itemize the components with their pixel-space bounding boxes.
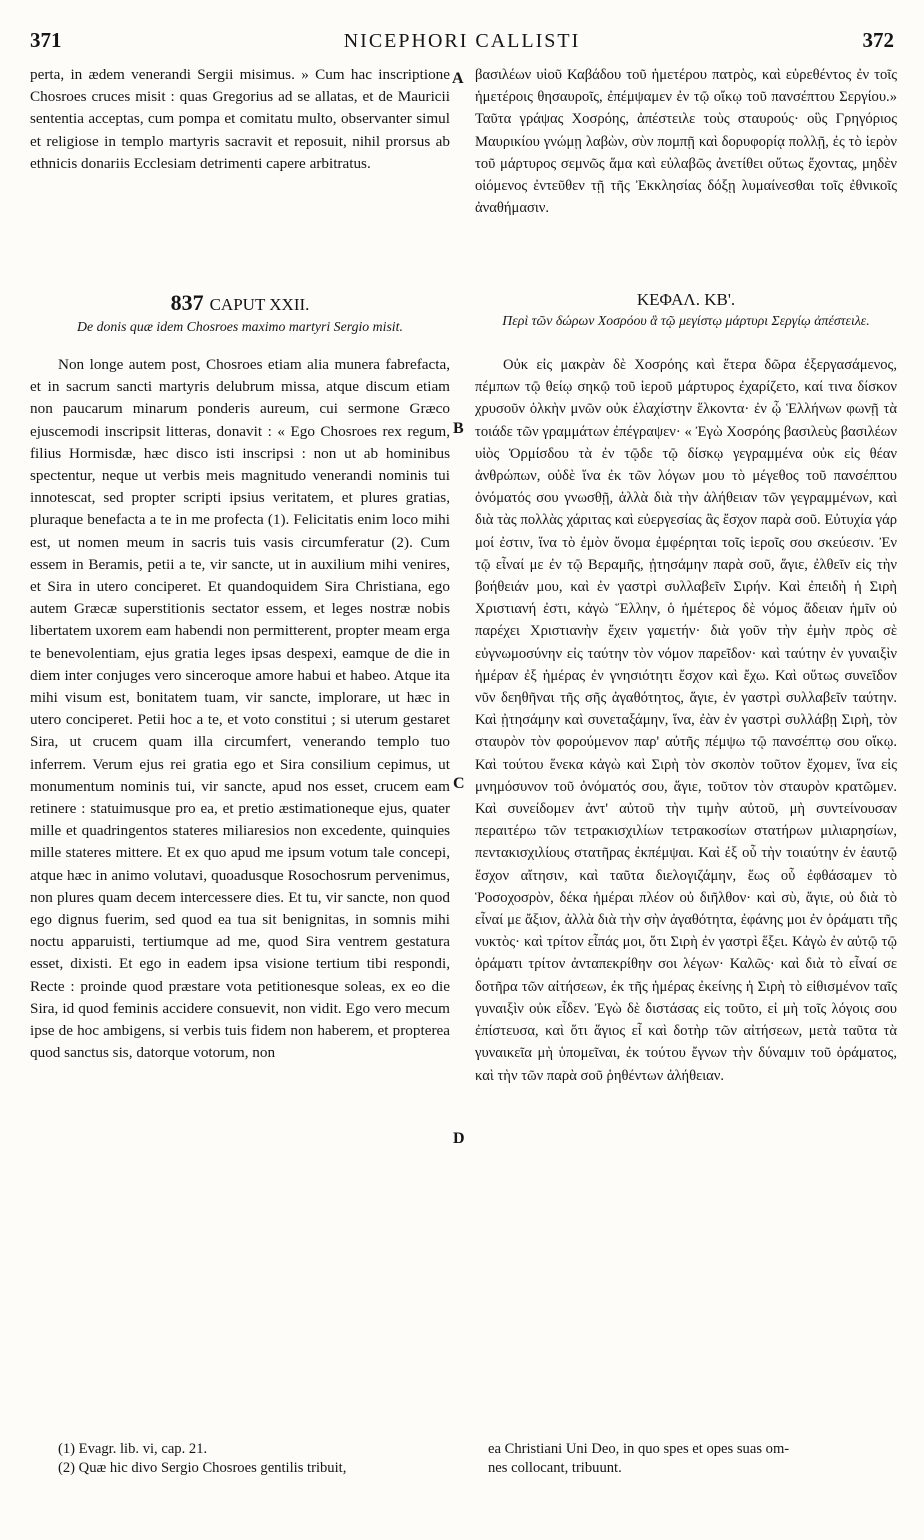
latin-column <box>30 64 450 175</box>
margin-letter-d: D <box>453 1130 465 1147</box>
running-title: NICEPHORI CALLISTI <box>343 30 581 52</box>
chapter-number: 837 <box>170 290 204 315</box>
latin-intro: perta, in ædem venerandi Sergii misimus. » Cum hac inscriptione Chosroes cruces misit : quas Gregorius ad se allatas, et de Mauricii sententia acceptas, cum pompa et comitatu multo, observanter simul et religiose in templo martyris sacravit et reposuit, nihil prorsus ab ethnicis donariis Ecclesiam detrimenti capere arbitratus. <box>30 66 450 172</box>
latin-caput: CAPUT XXII. <box>209 295 310 314</box>
footnote-1: (1) Evagr. lib. vi, cap. 21. <box>58 1441 208 1457</box>
latin-chapter-heading-block <box>30 290 450 335</box>
latin-body-column <box>30 354 450 1065</box>
latin-chapter-heading <box>30 290 450 316</box>
footnote-continuation <box>488 1440 789 1478</box>
greek-intro: βασιλέων υἱοῦ Καβάδου τοῦ ἡμετέρου πατρὸς, καὶ εὑρεθέντος ἐν τοῖς ἡμετέροις θησαυροῖς, ἐπέμψαμεν ἐν τῷ οἴκῳ τοῦ πανσέπτου Σεργίου.» Ταῦτα γράψας Χοσρόης, ἀπέστειλε τοὺς σταυρούς· οὓς Γρηγόριος Μαυρικίου γνώμῃ λαβὼν, σὺν πομπῇ καὶ δορυφορίᾳ πολλῇ, ἐς τὸ ἱερὸν τοῦ μάρτυρος σεμνῶς ἅμα καὶ εὐλαβῶς ἀνετίθει οὕτως ἔχοντας, μηδὲν οἰόμενος ἐντεῦθεν τῇ τῆς Ἐκκλησίας δόξῃ λυμαίνεσθαι τοῖς ἐθνικοῖς ἀναθήμασιν. <box>475 67 897 217</box>
latin-chapter-title: De donis quæ idem Chosroes maximo martyri Sergio misit. <box>77 319 403 334</box>
page-number-right: 372 <box>862 28 894 52</box>
greek-chapter-title: Περὶ τῶν δώρων Χοσρόου ἃ τῷ μεγίστῳ μάρτυρι Σεργίῳ ἀπέστειλε. <box>502 313 870 328</box>
greek-chapter-heading-block <box>475 290 897 329</box>
greek-body-column <box>475 354 897 1087</box>
footnotes <box>58 1440 346 1478</box>
margin-letter-c: C <box>453 775 465 792</box>
footnote-continuation-line-2: nes collocant, tribuunt. <box>488 1460 622 1476</box>
latin-body: Non longe autem post, Chosroes etiam alia munera fabrefacta, et in sacrum sancti martyris delubrum missa, atque discum etiam non paucarum minarum ponderis aureum, cui sermone Græco ejuscemodi inscripsit litteras, donavit : « Ego Chosroes rex regum, filius Hormisdæ, hæc disco isti inscripsi : non ut ab hominibus spectentur, neque ut verbis meis magnitudo venerandi nominis tui innotescat, sed propter scripti ipsius veritatem, et plures gratias, pluraque benefacta a te in me profecta (1). Felicitatis enim loco mihi est, ut nomen meum in sacris tuis vasis circumferatur (2). Cum essem in Beramis, petii a te, vir sancte, ut in auxilium mihi venires, et Sira in utero conciperet. Et quandoquidem Sira Christiana, ego autem Græcæ superstitionis sectator essem, et leges nostræ nobis libertatem uxorem eam habendi non permitterent, propter meam erga te benevolentiam, ejus gratia leges ipsas despexi, eamque de die in diem inter conjuges vero sinceroque amore habui et habeo. Atque ita mihi visum est, bonitatem tuam, vir sancte, implorare, ut hæc in utero conciperet. Petii hoc a te, et voto constitui ; si uterum gestaret Sira, ut crucem quam illa circumfert, venerando templo tuo inferrem. Verum ejus rei gratia ego et Sira consilium cepimus, ut monumentum nominis tui, vir sancte, apud nos esset, crucem eam retinere : statuimusque pro ea, et pretio æstimationeque ejus, quater mille et quadringentos stateres miliaresios non excedente, quinquies mille stateres mittere. Et ex quo apud me ipsum votum tale concepi, atque hæc in animo volutavi, quoadusque Rosochosrum pervenimus, non plures quam decem intercessere dies. Et tu, vir sancte, non quod ego dignus fuerim, sed quod ea tua sit benignitas, in somnis mihi noctu apparuisti, tertiumque ad me, quod Sira ventrem gestatura esset, dixisti. Et ego in eadem ipsa visione tertium tibi respondi, Recte : proinde quod præstare vota petitionesque soleas, ex eo die Sira, id quod feminis accidere consuevit, non vidit. Ego vero mecum ipse de hoc ambigens, si verbis tuis fidem non haberem, et propterea quod sanctus sis, datorque votorum, non <box>30 356 450 1062</box>
page-number-left: 371 <box>30 28 62 52</box>
greek-column <box>475 64 897 219</box>
margin-letter-a: A <box>452 70 464 87</box>
greek-chapter-heading: ΚΕΦΑΛ. ΚΒ'. <box>636 290 736 309</box>
footnote-continuation-line-1: ea Christiani Uni Deo, in quo spes et opes suas om- <box>488 1441 790 1457</box>
margin-letter-b: B <box>453 420 464 437</box>
page-header <box>0 28 924 64</box>
greek-body: Οὐκ εἰς μακρὰν δὲ Χοσρόης καὶ ἕτερα δῶρα ἐξεργασάμενος, πέμπων τῷ θείῳ σηκῷ τοῦ ἱεροῦ μάρτυρος ἐχαρίζετο, καί τινα δίσκον χρυσοῦν ὁλκὴν μνῶν οὐκ ἐλαχίστην ἕλκοντα· ἐν ᾧ Ἑλλήνων φωνῇ τὰ τοιάδε τῶν γραμμάτων ἐπέγραψεν· « Ἐγὼ Χοσρόης βασιλεὺς βασιλέων υἱὸς Ὁρμίσδου τὰ ἐν τῷδε τῷ δίσκῳ γεγραμμένα οὐκ εἰς θέαν ἀνθρώπων, οὐδὲ ἵνα ἐκ τῶν λόγων μου τὸ μέγεθος τοῦ πανσέπτου ὀνόματός σου γνωσθῇ, ἀλλὰ διὰ τὴν ἀλήθειαν τῶν γεγραμμένων, καὶ διὰ τὰς πολλὰς χάριτας καὶ εὐεργεσίας ἃς ἔσχον παρὰ σοῦ. Εὐτυχία γάρ μοί ἐστιν, ἵνα τὸ ἐμὸν ὄνομα ἐμφέρηται τοῖς ἱεροῖς σου σκεύεσιν. Ἐν τῷ εἶναί με ἐν τῷ Βεραμῆς, ᾐτησάμην παρὰ σοῦ, ἅγιε, ἐλθεῖν εἰς τὴν βοήθειάν μου, καὶ ἐν γαστρὶ συλλαβεῖν Σιρήν. Καὶ ἐπειδὴ ἡ Σιρὴ Χριστιανή ἐστι, κἀγὼ Ἕλλην, ὁ ἡμέτερος δὲ νόμος ἄδειαν ἡμῖν οὐ παρέχει Χριστιανὴν ἔχειν γαμετήν· διὰ γοῦν τὴν ἐμὴν πρὸς σὲ εὐγνωμοσύνην εἰς ταύτην τὸν νόμον παρεῖδον· καὶ ταύτην ἐν γυναιξὶν ἡμέραν ἐξ ἡμέρας ἐν γνησιότητι ἔσχον καὶ ἔχω. Καὶ οὕτως συνεῖδον νῦν δεηθῆναι τῆς σῆς ἀγαθότητος, ἅγιε, ἐν γαστρὶ συλλαβεῖν ταύτην. Καὶ ᾐτησάμην καὶ συνεταξάμην, ἵνα, ἐὰν ἐν γαστρὶ συλλάβῃ Σιρὴ, τὸν σταυρὸν τὸν φορούμενον παρ' αὐτῆς πέμψω τῷ πανσέπτῳ σου οἴκῳ. Καὶ τούτου ἕνεκα κἀγὼ καὶ Σιρὴ τὸν σκοπὸν τοῦτον ἔχομεν, ἵνα εἰς μνημόσυνον τοῦ ὀνόματός σου, ἅγιε, τοῦτον τὸν σταυρὸν κρατῶμεν. Καὶ συνείδομεν ἀντ' αὐτοῦ τὴν τιμὴν αὐτοῦ, μὴ συντείνουσαν περαιτέρω τῶν τετρακισχιλίων τετρακοσίων στατήρων μιλιαρησίων, πεντακισχιλίους στατῆρας ἐκπέμψαι. Καὶ ἐξ οὗ τὴν τοιαύτην ἐν ἑαυτῷ ἔσχον αἴτησιν, καὶ ταῦτα διελογιζάμην, ἕως οὗ ἐφθάσαμεν τὸ Ῥοσοχοσρὸν, δέκα ἡμέραι πλέον οὐ διῆλθον· καὶ σὺ, ἅγιε, οὐ διὰ τὸ εἶναί με ἄξιον, ἀλλὰ διὰ τὴν σὴν ἀγαθότητα, ἐφάνης μοι ἐν ὁράματι τῆς νυκτὸς· καὶ τρίτον εἶπάς μοι, ὅτι Σιρὴ ἐν γαστρὶ ἕξει. Κἀγὼ ἐν αὐτῷ τῷ ὁράματι τρίτον ἀνταπεκρίθην σοι λέγων· Καλῶς· καὶ διὰ τὸ εἶναί σε δοτῆρα τῶν αἰτήσεων, ἐκ τῆς ἡμέρας ἐκείνης ἡ Σιρὴ τὸ εἰθισμένον ταῖς γυναιξὶν οὐκ εἶδεν. Ἐγὼ δὲ διστάσας εἰς τοῦτο, εἰ μὴ τοῖς λόγοις σου ἐπίστευσα, καὶ ὅτι ἅγιος εἶ καὶ δοτὴρ τῶν αἰτήσεων, μετὰ ταῦτα τὰ γυναικεῖα μὴ ὑπομεῖναι, ἐκ τούτου ἔγνων τὴν δύναμιν τοῦ ὁράματος, καὶ τὴν τῶν παρὰ σοῦ ῥηθέντων ἀλήθειαν. <box>475 357 897 1084</box>
footnote-2: (2) Quæ hic divo Sergio Chosroes gentilis tribuit, <box>58 1460 347 1476</box>
